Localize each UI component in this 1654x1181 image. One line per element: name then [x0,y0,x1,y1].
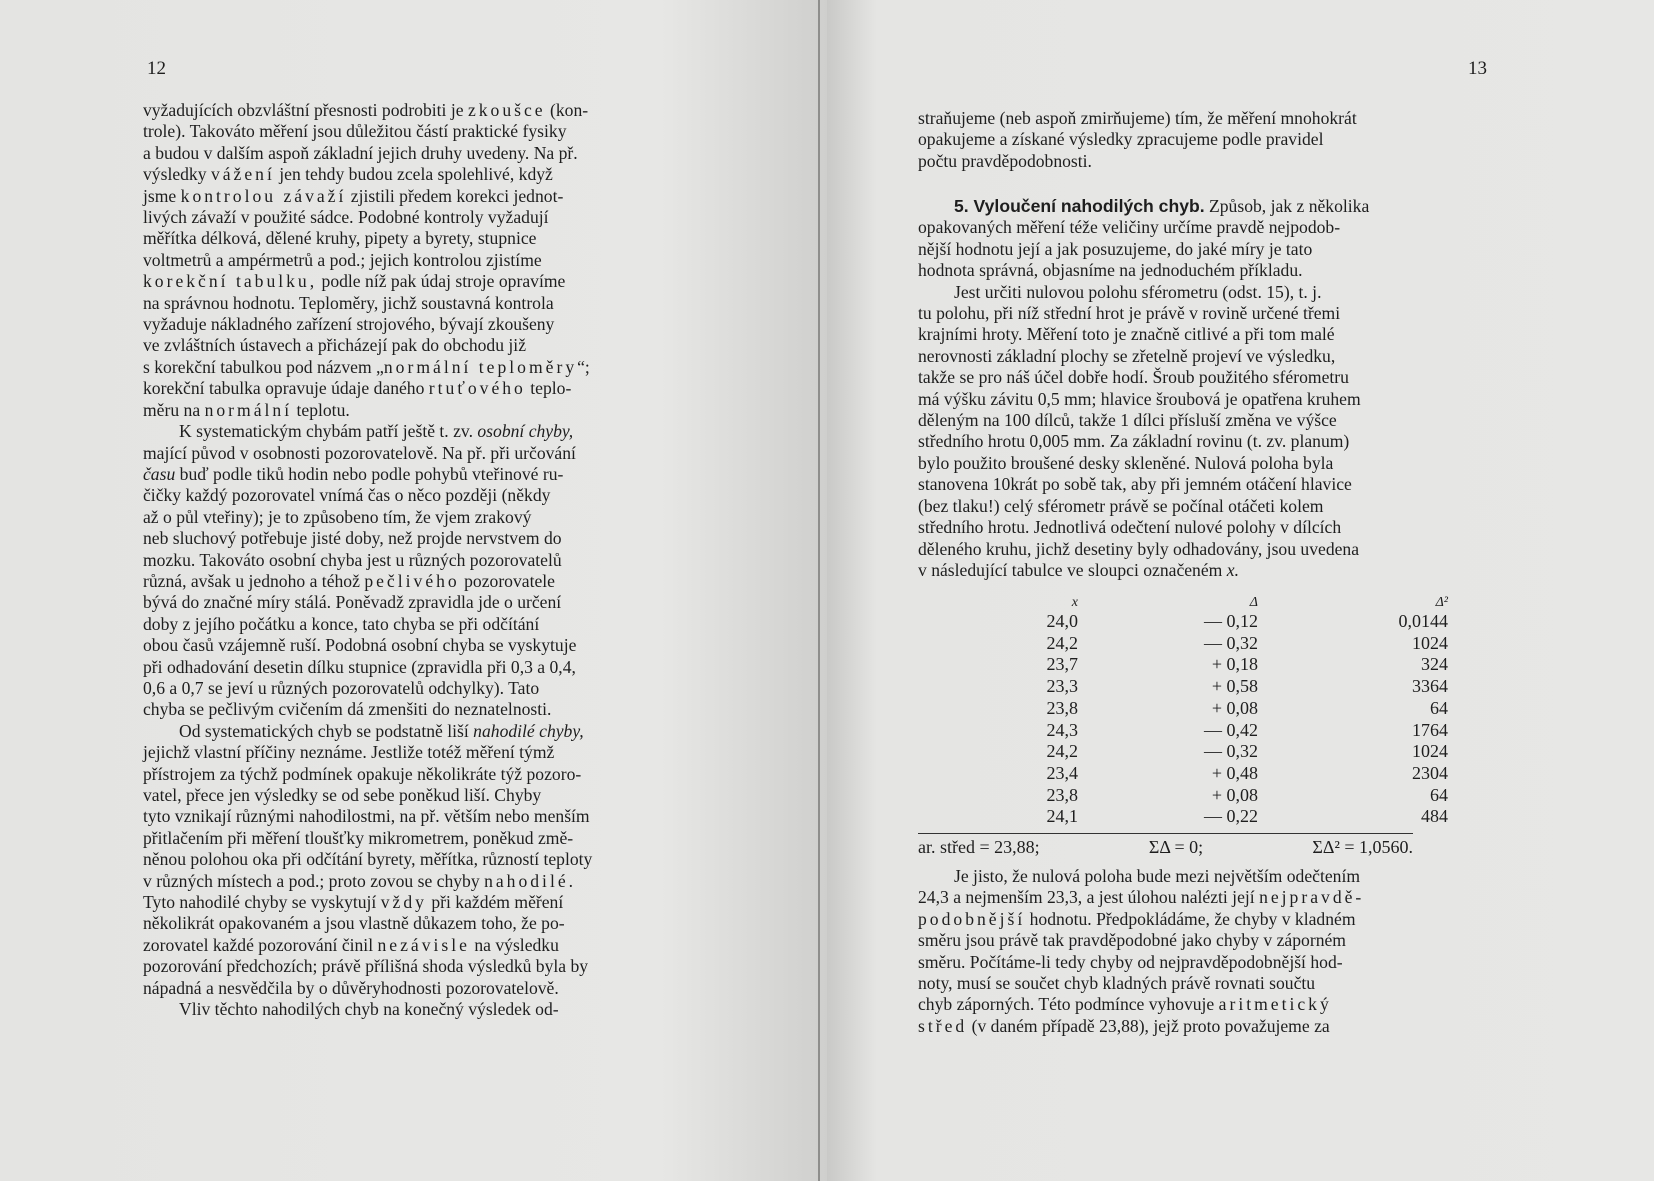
text-line: v různých místech a pod.; proto zovou se chyby nahodilé. [143,870,577,891]
table-row [918,763,1497,785]
text-line: Jest určiti nulovou polohu sférometru (odst. 15), t. j. [954,281,1322,302]
text-line: noty, musí se součet chyb kladných právě rovnati součtu [918,973,1316,994]
text-line: Vliv těchto nahodilých chyb na konečný výsledek od- [179,999,559,1020]
table-cell: — 0,32 [1204,632,1258,653]
text-line: měřítka délková, dělené kruhy, pipety a byrety, stupnice [143,228,537,249]
table-row [918,676,1497,698]
text-line: vyžadujících obzvláštní přesnosti podrobiti je zkoušce (kon- [143,100,589,120]
text-line: středního hrotu 0,005 mm. Za základní rovinu (t. zv. planum) [918,431,1350,452]
table-cell: 64 [1430,784,1448,805]
table-cell: 484 [1421,806,1448,827]
summary-sum: ΣΔ = 0; [1148,837,1204,857]
table-row [918,698,1497,720]
text-line: hodnota správná, objasníme na jednoduchém příkladu. [918,260,1303,281]
text-line: takže se pro náš účel dobře hodí. Šroub použitého sférometru [918,367,1349,388]
text-line: podobnější hodnotu. Předpokládáme, že chyby v kladném [918,908,1356,929]
summary-sum-squares: ΣΔ² = 1,0560. [1312,837,1413,857]
table-row [918,806,1497,828]
right-page [827,0,1654,1181]
text-line: jejichž vlastní příčiny neznáme. Jestliže totéž měření týmž [143,742,555,763]
text-line: krajními hroty. Měření toto je značně citlivé a při tom malé [918,324,1335,345]
right-page-bottom-text [918,866,1497,1037]
table-cell: 324 [1421,654,1448,675]
table-cell: 3364 [1412,676,1448,697]
table-summary [918,836,1413,858]
column-header-delta: Δ [1249,595,1258,610]
text-line: výsledky vážení jen tehdy budou zcela spolehlivé, když [143,164,553,185]
text-line: neb sluchový potřebuje jisté doby, než projde nervstvem do [143,528,562,549]
text-line: různá, avšak u jednoho a téhož pečlivého pozorovatele [143,570,555,591]
text-line: nerovnosti základní plochy se zřetelně projeví ve výsledku, [918,345,1336,366]
text-line: straňujeme (neb aspoň zmirňujeme) tím, že měření mnohokrát [918,108,1357,128]
table-cell: — 0,42 [1204,719,1258,740]
table-cell: 0,0144 [1398,611,1448,631]
text-line: času buď podle tiků hodin nebo podle pohybů vteřinové ru- [143,463,564,484]
text-line: stanovena 10krát po sobě tak, aby při jemném otáčení hlavice [918,474,1352,495]
text-line: 24,3 a nejmenším 23,3, a jest úlohou nalézti její nejpravdě- [918,887,1365,908]
left-page-text [143,100,720,1020]
text-line: livých závaží v použité sádce. Podobné kontroly vyžadují [143,207,549,228]
text-line: jsme kontrolou závaží zjistili předem korekci jednot- [143,185,564,206]
measurement-table [918,595,1497,828]
table-row [918,611,1497,633]
text-line: bylo použito broušené desky skleněné. Nulová poloha byla [918,452,1334,473]
text-line: bývá do značné míry stálá. Poněvadž zpravidla jde o určení [143,592,562,613]
text-line: zorovatel každé pozorování činil nezávisle na výsledku [143,934,559,955]
table-cell: — 0,12 [1204,611,1258,631]
text-line: nější hodnotu její a jak posuzujeme, do jaké míry je tato [918,238,1313,259]
right-page-top-text [918,108,1497,172]
text-line: ve zvláštních ústavech a přicházejí pak do obchodu již [143,335,527,356]
table-cell: + 0,08 [1211,784,1258,805]
text-line: něnou polohou oka při odčítání byrety, měřítka, růzností teploty [143,849,593,870]
text-line: korekční tabulka opravuje údaje daného rtuťového teplo- [143,378,572,399]
table-row [918,741,1497,763]
table-cell: + 0,58 [1211,676,1258,697]
text-line: 0,6 a 0,7 se jeví u různých pozorovatelů odchylky). Tato [143,677,540,698]
text-line: opakujeme a získané výsledky zpracujeme podle pravidel [918,129,1324,150]
table-cell: + 0,08 [1211,697,1258,718]
text-line: Je jisto, že nulová poloha bude mezi největším odečtením [954,866,1361,886]
table-divider [918,833,1413,834]
table-cell: 23,8 [1046,784,1078,805]
table-cell: 24,2 [1046,632,1078,653]
text-line: K systematickým chybám patří ještě t. zv. osobní chyby, [179,421,574,442]
text-line: směru. Počítáme-li tedy chyby od nejpravděpodobnější hod- [918,951,1343,972]
column-header-delta-squared: Δ² [1435,595,1448,610]
text-line: chyb záporných. Této podmínce vyhovuje aritmetický [918,994,1332,1015]
text-line: až o půl vteřiny); je to způsobeno tím, že vjem zrakový [143,506,532,527]
table-cell: — 0,32 [1204,741,1258,762]
text-line: doby z jejího počátku a konce, tato chyba se při odčítání [143,613,540,634]
text-line: s korekční tabulkou pod názvem „normální teploměry“; [143,356,590,377]
table-row [918,720,1497,742]
text-line: (bez tlaku!) celý sférometr právě se počínal otáčeti kolem [918,495,1324,516]
table-cell: 24,3 [1046,719,1078,740]
table-row [918,785,1497,807]
text-line: obou časů vzájemně ruší. Podobná osobní chyba se vyskytuje [143,635,577,656]
text-line: korekční tabulku, podle níž pak údaj stroje opravíme [143,271,566,292]
text-line: střed (v daném případě 23,88), jejž proto považujeme za [918,1015,1330,1036]
summary-mean: ar. střed = 23,88; [918,837,1040,857]
right-page-section-text [918,196,1497,581]
text-line: děleného kruhu, jichž desetiny byly odhadovány, jsou uvedena [918,538,1360,559]
text-line: trole). Takováto měření jsou důležitou částí praktické fysiky [143,121,567,142]
table-body [918,611,1497,828]
book-gutter [818,0,820,1181]
table-row [918,654,1497,676]
text-line: vatel, přece jen výsledky se od sebe poněkud liší. Chyby [143,785,542,805]
text-line: Tyto nahodilé chyby se vyskytují vždy při každém měření [143,892,564,913]
text-line: děleným na 100 dílců, takže 1 dílci přísluší změna ve výšce [918,410,1337,431]
text-line: pozorování předchozích; právě přílišná shoda výsledků byla by [143,956,589,977]
table-cell: 1764 [1412,719,1448,740]
text-line: a budou v dalším aspoň základní jejich druhy uvedeny. Na př. [143,142,578,163]
table-cell: + 0,18 [1211,654,1258,675]
text-line: voltmetrů a ampérmetrů a pod.; jejich kontrolou zjistíme [143,249,542,270]
text-line: chyba se pečlivým cvičením dá zmenšiti do neznatelnosti. [143,699,552,720]
text-line: vyžaduje nákladného zařízení strojového, bývají zkoušeny [143,314,555,335]
text-line: při odhadování desetin dílku stupnice (zpravidla při 0,3 a 0,4, [143,656,576,677]
text-line: na správnou hodnotu. Teploměry, jichž soustavná kontrola [143,292,554,313]
text-line: měru na normální teplotu. [143,399,350,420]
page-number: 12 [147,58,166,79]
text-line: mozku. Takováto osobní chyba jest u různých pozorovatelů [143,549,562,570]
text-line: Od systematických chyb se podstatně liší nahodilé chyby, [179,720,584,741]
text-line: 5. Vyloučení nahodilých chyb. Způsob, jak z několika [954,196,1370,216]
text-line: přitlačením při měření tloušťky mikrometrem, poněkud změ- [143,827,574,848]
text-line: několikrát opakovaném a jsou vlastně důkazem toho, že po- [143,913,565,934]
table-cell: 24,2 [1046,741,1078,762]
table-cell: 24,0 [1046,611,1078,631]
column-header-x: x [1071,595,1078,610]
text-line: v následující tabulce ve sloupci označeném x. [918,559,1239,580]
section-heading: 5. Vyloučení nahodilých chyb. [954,196,1205,216]
text-line: tyto vznikají různými nahodilostmi, na př. větším nebo menším [143,806,590,827]
table-cell: 1024 [1412,632,1448,653]
table-cell: 2304 [1412,762,1448,783]
text-line: mající původ v osobnosti pozorovatelově. Na př. při určování [143,442,576,463]
table-cell: 23,4 [1046,762,1078,783]
text-line: má výšku závitu 0,5 mm; hlavice šroubová je opatřena kruhem [918,388,1361,409]
table-cell: 23,8 [1046,697,1078,718]
table-cell: — 0,22 [1204,806,1258,827]
table-row [918,633,1497,655]
table-header-row [918,595,1497,611]
table-cell: + 0,48 [1211,762,1258,783]
text-line: opakovaných měření téže veličiny určíme pravdě nejpodob- [918,217,1341,238]
page-number: 13 [1468,58,1487,79]
text-line: nápadná a nesvědčila by o důvěryhodnosti pozorovatelově. [143,977,559,998]
table-cell: 23,7 [1046,654,1078,675]
text-line: směru jsou právě tak pravděpodobné jako chyby v záporném [918,930,1346,951]
text-line: čičky každý pozorovatel vnímá čas o něco později (někdy [143,485,551,506]
table-cell: 1024 [1412,741,1448,762]
text-line: tu polohu, při níž střední hrot je právě v rovině určené třemi [918,303,1341,324]
text-line: počtu pravděpodobnosti. [918,150,1092,171]
table-cell: 24,1 [1046,806,1078,827]
table-cell: 23,3 [1046,676,1078,697]
text-line: přístrojem za týchž podmínek opakuje několikráte týž pozoro- [143,763,582,784]
text-line: středního hrotu. Jednotlivá odečtení nulové polohy v dílcích [918,517,1342,538]
table-cell: 64 [1430,697,1448,718]
